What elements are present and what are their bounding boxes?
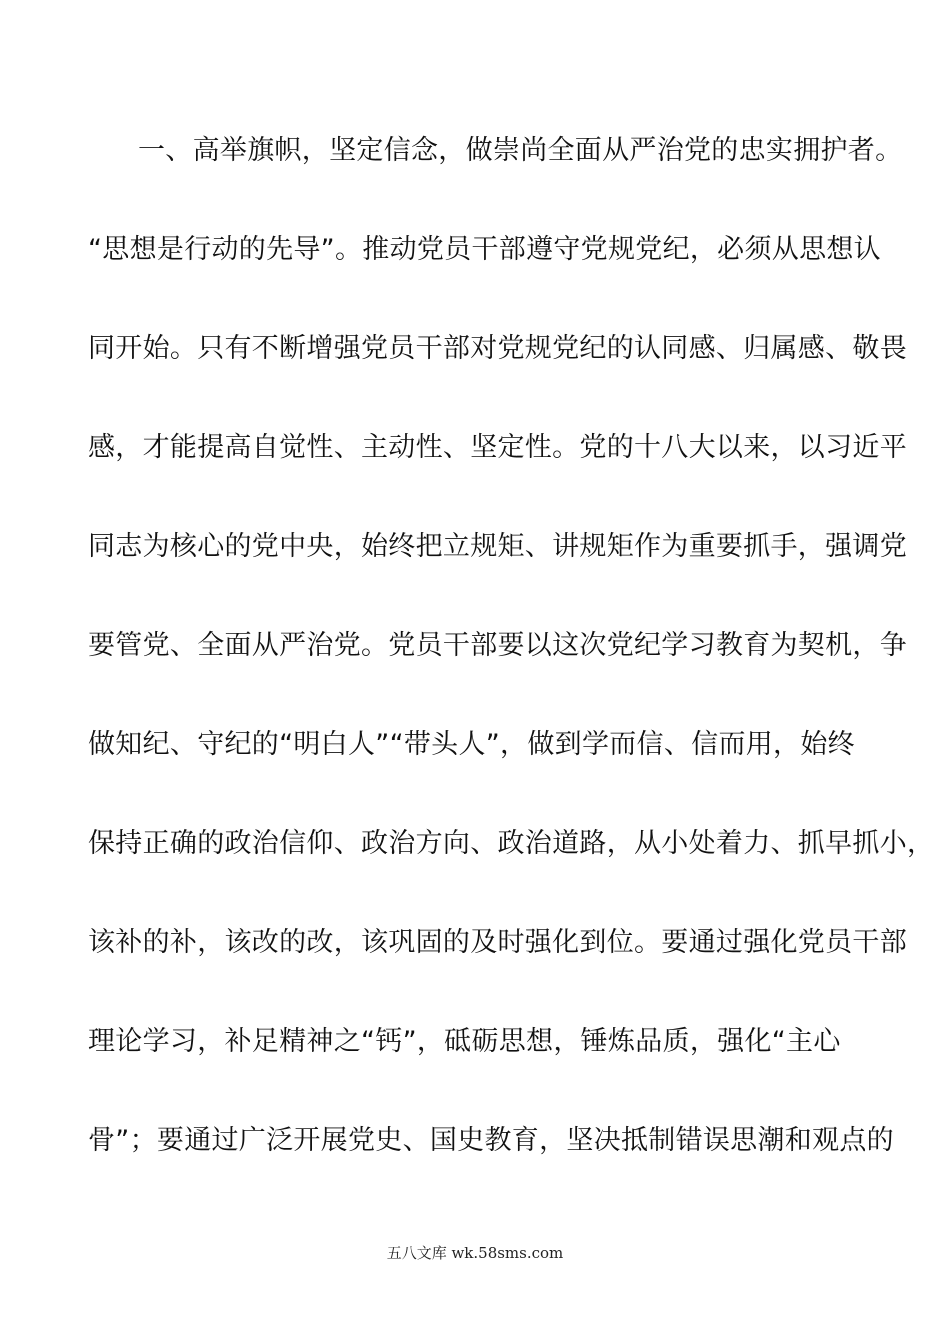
paragraph-line: 同开始。只有不断增强党员干部对党规党纪的认同感、归属感、敬畏 [88, 333, 907, 364]
paragraph-line: 理论学习，补足精神之“钙”，砥砺思想，锤炼品质，强化“主心 [88, 1026, 841, 1057]
heading-line: 一、高举旗帜，坚定信念，做崇尚全面从严治党的忠实拥护者。 [138, 135, 903, 166]
paragraph-line: 骨”；要通过广泛开展党史、国史教育，坚决抵制错误思潮和观点的 [88, 1125, 894, 1156]
paragraph-line: 做知纪、守纪的“明白人”“带头人”，做到学而信、信而用，始终 [88, 729, 855, 760]
paragraph-line: 该补的补，该改的改，该巩固的及时强化到位。要通过强化党员干部 [88, 927, 907, 958]
paragraph-line: 感，才能提高自觉性、主动性、坚定性。党的十八大以来，以习近平 [88, 432, 907, 463]
paragraph-line: 保持正确的政治信仰、政治方向、政治道路，从小处着力、抓早抓小， [88, 828, 935, 859]
footer-watermark: 五八文库 wk.58sms.com [386, 1244, 564, 1262]
paragraph-line: 同志为核心的党中央，始终把立规矩、讲规矩作为重要抓手，强调党 [88, 531, 907, 562]
paragraph-line: 要管党、全面从严治党。党员干部要以这次党纪学习教育为契机，争 [88, 630, 907, 661]
paragraph-line: “思想是行动的先导”。推动党员干部遵守党规党纪，必须从思想认 [88, 234, 881, 265]
